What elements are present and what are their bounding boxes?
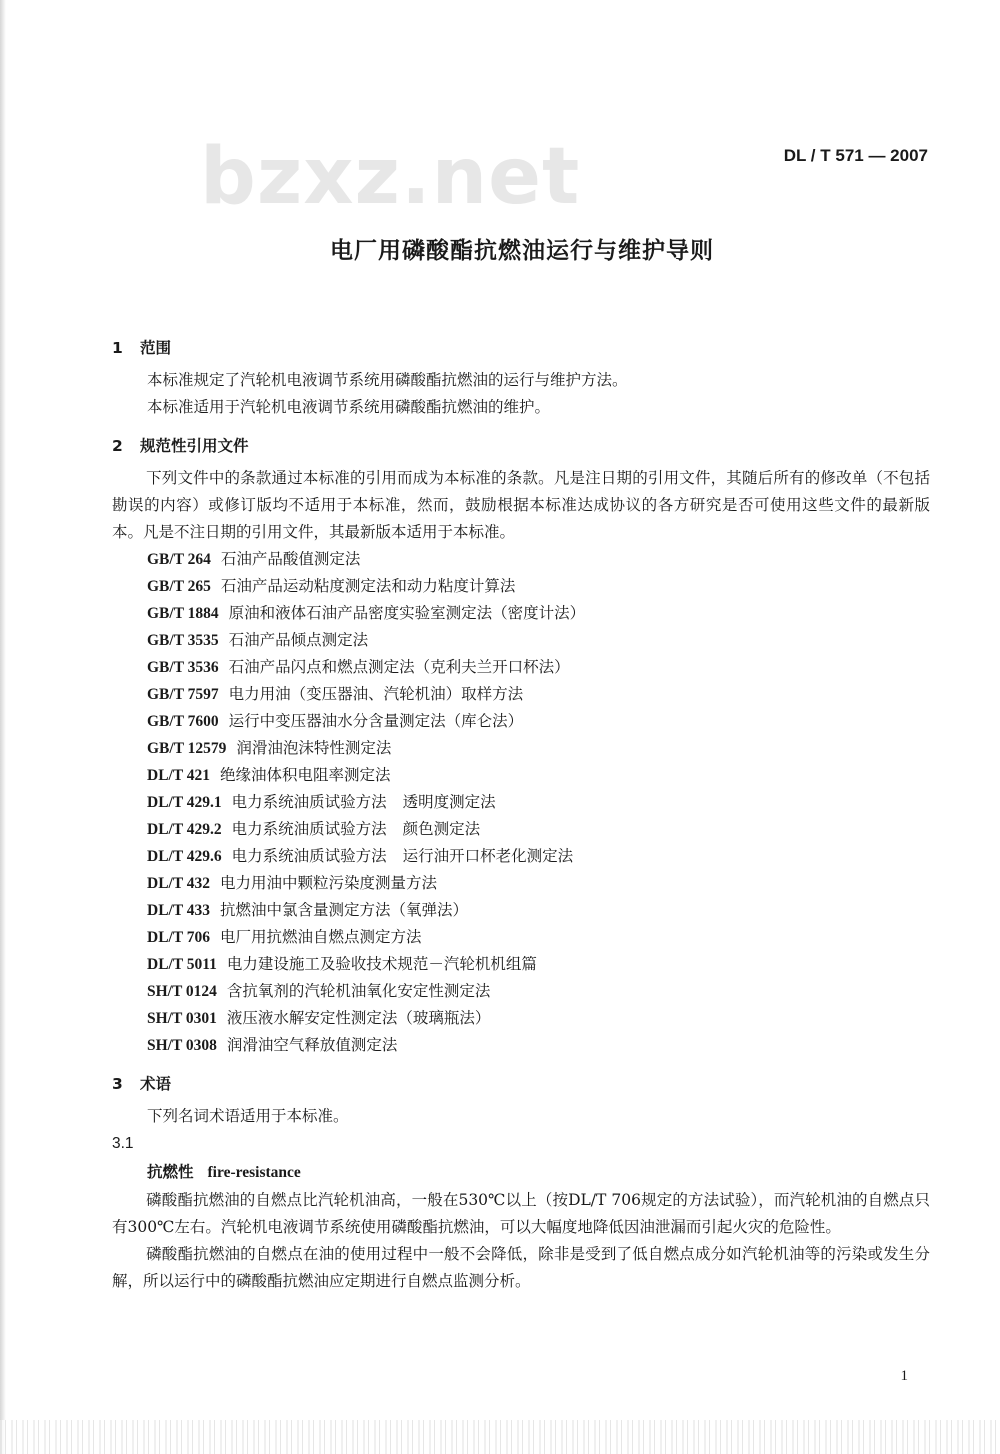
reference-code: DL/T 433 xyxy=(147,902,211,919)
reference-code: GB/T 7600 xyxy=(147,713,219,730)
reference-item xyxy=(147,654,930,681)
section-3-heading xyxy=(112,1069,930,1099)
reference-code: GB/T 12579 xyxy=(147,740,227,757)
reference-title: 石油产品酸值测定法 xyxy=(220,550,361,568)
terms-intro: 下列名词术语适用于本标准。 xyxy=(147,1107,349,1125)
scope-line-1: 本标准规定了汽轮机电液调节系统用磷酸酯抗燃油的运行与维护方法。 xyxy=(147,371,628,389)
reference-code: DL/T 432 xyxy=(147,875,211,892)
reference-code: GB/T 7597 xyxy=(147,686,219,703)
reference-title: 石油产品运动粘度测定法和动力粘度计算法 xyxy=(220,577,516,595)
section-title: 规范性引用文件 xyxy=(140,437,249,455)
reference-title: 电厂用抗燃油自燃点测定方法 xyxy=(220,928,422,946)
subsection-number: 3.1 xyxy=(112,1135,134,1152)
reference-title: 含抗氧剂的汽轮机油氧化安定性测定法 xyxy=(226,982,491,1000)
term-paragraph-1: 磷酸酯抗燃油的自燃点比汽轮机油高，一般在530℃以上（按DL/T 706规定的方法试验），而汽轮机油的自燃点只有300℃左右。汽轮机电液调节系统使用磷酸酯抗燃油，可以大幅度地降低因油泄漏而引起火灾的危险性。 xyxy=(112,1191,930,1236)
reference-title: 原油和液体石油产品密度实验室测定法（密度计法） xyxy=(228,604,586,622)
reference-code: DL/T 429.1 xyxy=(147,794,222,811)
term-paragraph-2: 磷酸酯抗燃油的自燃点在油的使用过程中一般不会降低，除非是受到了低自燃点成分如汽轮机油等的污染或发生分解，所以运行中的磷酸酯抗燃油应定期进行自燃点监测分析。 xyxy=(112,1245,930,1290)
reference-item xyxy=(147,600,930,627)
reference-item xyxy=(147,546,930,573)
reference-title: 石油产品倾点测定法 xyxy=(228,631,369,649)
reference-title: 润滑油空气释放值测定法 xyxy=(226,1036,398,1054)
reference-title: 电力系统油质试验方法 xyxy=(231,793,387,811)
reference-item xyxy=(147,1005,930,1032)
reference-code: SH/T 0301 xyxy=(147,1010,217,1027)
term-chinese: 抗燃性 xyxy=(147,1163,194,1181)
reference-title: 液压液水解安定性测定法（玻璃瓶法） xyxy=(226,1009,491,1027)
reference-title: 电力建设施工及验收技术规范－汽轮机机组篇 xyxy=(226,955,537,973)
reference-item xyxy=(147,924,930,951)
reference-subtitle: 运行油开口杯老化测定法 xyxy=(402,847,574,865)
reference-subtitle: 透明度测定法 xyxy=(402,793,496,811)
reference-item xyxy=(147,708,930,735)
section-number: 3 xyxy=(112,1075,123,1093)
standard-number: DL / T 571 — 2007 xyxy=(783,146,928,165)
scan-bottom-noise xyxy=(0,1420,1000,1454)
term-entry xyxy=(112,1157,930,1187)
reference-code: DL/T 706 xyxy=(147,929,211,946)
reference-code: DL/T 5011 xyxy=(147,956,217,973)
page-number: 1 xyxy=(900,1368,908,1384)
reference-item xyxy=(147,1032,930,1059)
section-2-heading xyxy=(112,431,930,461)
reference-list xyxy=(112,546,930,1059)
reference-title: 抗燃油中氯含量测定方法（氧弹法） xyxy=(220,901,469,919)
term-english: fire-resistance xyxy=(207,1164,301,1181)
reference-title: 润滑油泡沫特性测定法 xyxy=(236,739,392,757)
reference-code: DL/T 429.2 xyxy=(147,821,222,838)
reference-item xyxy=(147,897,930,924)
reference-code: GB/T 3536 xyxy=(147,659,219,676)
reference-title: 运行中变压器油水分含量测定法（库仑法） xyxy=(228,712,524,730)
reference-item xyxy=(147,816,930,843)
reference-code: SH/T 0308 xyxy=(147,1037,217,1054)
reference-item xyxy=(147,789,930,816)
reference-code: GB/T 1884 xyxy=(147,605,219,622)
reference-item xyxy=(147,978,930,1005)
document-title: 电厂用磷酸酯抗燃油运行与维护导则 xyxy=(330,238,714,264)
reference-item xyxy=(147,735,930,762)
reference-code: DL/T 429.6 xyxy=(147,848,222,865)
reference-item xyxy=(147,951,930,978)
reference-item xyxy=(147,573,930,600)
section-number: 2 xyxy=(112,437,123,455)
reference-item xyxy=(147,843,930,870)
reference-code: DL/T 421 xyxy=(147,767,211,784)
reference-title: 电力用油（变压器油、汽轮机油）取样方法 xyxy=(228,685,524,703)
references-intro: 下列文件中的条款通过本标准的引用而成为本标准的条款。凡是注日期的引用文件，其随后所有的修改单（不包括勘误的内容）或修订版均不适用于本标准，然而，鼓励根据本标准达成协议的各方研究是否可使用这些文件的最新版本。凡是不注日期的引用文件，其最新版本适用于本标准。 xyxy=(112,469,930,541)
reference-title: 电力用油中颗粒污染度测量方法 xyxy=(220,874,438,892)
section-title: 术语 xyxy=(140,1075,172,1093)
reference-code: SH/T 0124 xyxy=(147,983,217,1000)
reference-title: 电力系统油质试验方法 xyxy=(231,820,387,838)
reference-title: 石油产品闪点和燃点测定法（克利夫兰开口杯法） xyxy=(228,658,570,676)
watermark: bzxz.net xyxy=(200,132,581,222)
section-1-heading xyxy=(112,333,930,363)
reference-code: GB/T 265 xyxy=(147,578,211,595)
scope-line-2: 本标准适用于汽轮机电液调节系统用磷酸酯抗燃油的维护。 xyxy=(147,398,551,416)
reference-subtitle: 颜色测定法 xyxy=(402,820,481,838)
scan-edge xyxy=(0,0,6,1454)
reference-item xyxy=(147,870,930,897)
reference-code: GB/T 264 xyxy=(147,551,211,568)
reference-title: 绝缘油体积电阻率测定法 xyxy=(220,766,391,784)
section-title: 范围 xyxy=(140,339,172,357)
document-body xyxy=(112,333,930,1295)
reference-code: GB/T 3535 xyxy=(147,632,219,649)
reference-title: 电力系统油质试验方法 xyxy=(231,847,387,865)
reference-item xyxy=(147,627,930,654)
reference-item xyxy=(147,762,930,789)
reference-item xyxy=(147,681,930,708)
section-number: 1 xyxy=(112,339,123,357)
